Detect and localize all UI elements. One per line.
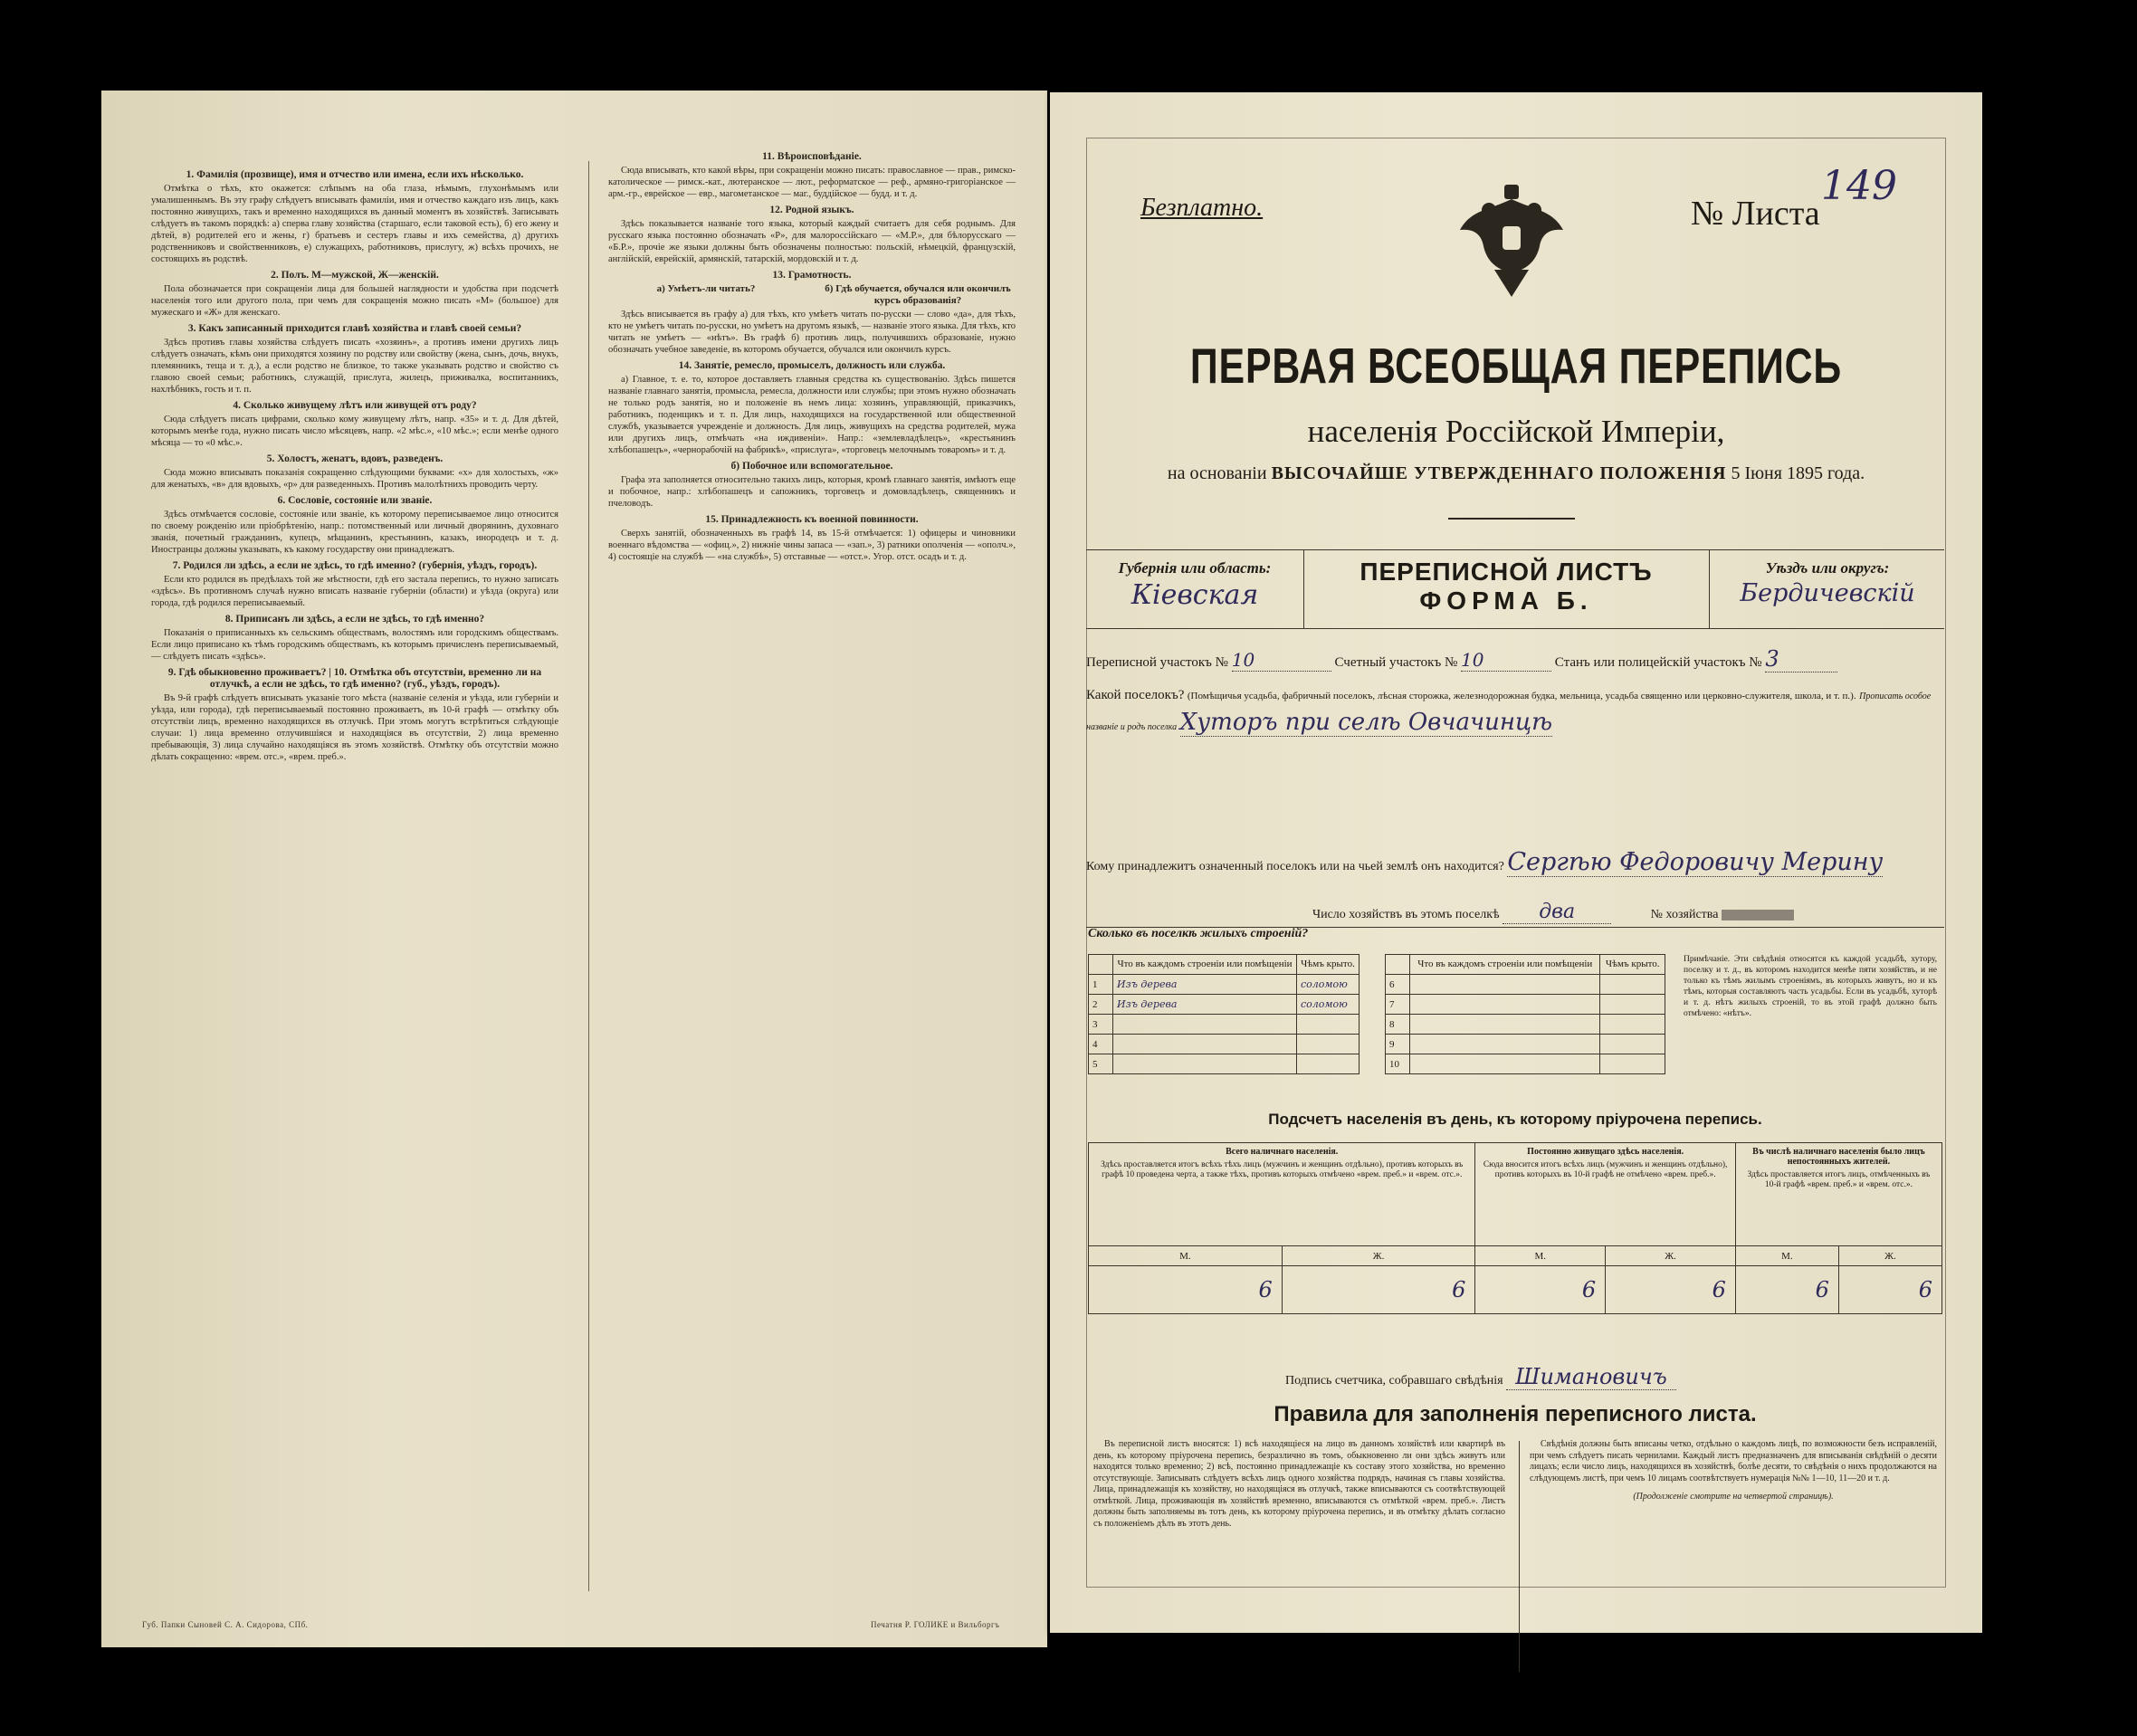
buildings-row-material <box>1410 1015 1600 1035</box>
count-sex-label: Ж. <box>1838 1246 1941 1266</box>
buildings-row <box>1386 1054 1665 1074</box>
instruction-subheads <box>608 283 1016 307</box>
count-sex-label: Ж. <box>1606 1246 1736 1266</box>
rules-divider <box>1519 1441 1520 1672</box>
buildings-row-roof <box>1600 995 1665 1015</box>
buildings-head-roof-2: Чѣмъ крыто. <box>1600 955 1665 975</box>
buildings-row-roof <box>1600 1015 1665 1035</box>
buildings-row-material: Изъ дерева <box>1113 975 1297 995</box>
rules-column-2 <box>1530 1439 1937 1674</box>
guberniya-value: Кіевская <box>1131 579 1259 611</box>
buildings-row-number: 8 <box>1386 1015 1410 1035</box>
sheet-number-value: 149 <box>1821 163 1897 209</box>
count-title: Подсчетъ населенія въ день, къ которому пріурочена перепись. <box>1268 1111 1762 1128</box>
sheet-form-label: ФОРМА Б. <box>1419 587 1593 615</box>
buildings-row-number: 4 <box>1089 1035 1113 1054</box>
instruction-heading: 5. Холостъ, женатъ, вдовъ, разведенъ. <box>266 453 444 464</box>
rules-text-2: Свѣдѣнія должны быть вписаны четко, отдѣльно о каждомъ лицѣ, по возможности безъ исправленій, при чемъ слѣдуетъ писать чернилами. Каждый листъ предназначенъ для вписыванія свѣдѣній о десяти лицахъ; если число лицъ, находящихся въ хозяйствѣ, болѣе десяти, то свѣдѣнія о нихъ продолжаются на слѣдующемъ листѣ, при чемъ 10 лицамъ соотвѣтствуетъ нумерація №№ 1—10, 11—20 и т. д. <box>1530 1439 1937 1483</box>
rules-title: Правила для заполненія переписного листа. <box>1274 1402 1757 1426</box>
instruction-text: Здѣсь показывается названіе того языка, который каждый считаетъ для себя роднымъ. Для русскаго языка постоянно обозначать «Р», для малороссійскаго — «М.Р.», для бѣлорусскаго — «Б.Р.», прочіе же языки должны быть обозначены полностью: польскій, нѣмецкій, французскій, англійскій, еврейскій, армянскій, татарскій, мордовскій и т. д. <box>608 219 1016 264</box>
buildings-row-material <box>1410 975 1600 995</box>
guberniya-label: Губернія или область: <box>1118 559 1272 577</box>
buildings-row-number: 1 <box>1089 975 1113 995</box>
instruction-heading: 6. Сословіе, состояніе или званіе. <box>277 495 433 506</box>
schetny-label: Счетный участокъ № <box>1334 655 1458 670</box>
buildings-row-material <box>1410 995 1600 1015</box>
buildings-row-roof: соломою <box>1297 975 1359 995</box>
uchastok-label: Переписной участокъ № <box>1086 655 1228 670</box>
count-column-header <box>1475 1143 1735 1246</box>
district-line <box>1086 646 1944 672</box>
buildings-row <box>1089 975 1359 995</box>
instruction-text: Здѣсь вписывается въ графу а) для тѣхъ, кто умѣетъ читать по-русски — слово «да», для тѣхъ, кто не умѣетъ читать по-русски, но умѣетъ на другомъ языкѣ, — названіе этого языка. Для тѣхъ, кто читать не умѣетъ — «нѣтъ». Въ графѣ б) противъ лицъ, получившихъ образованіе, нужно обозначать учебное заведеніе, въ которомъ обучается, обучался или окончилъ курсъ. <box>608 310 1016 355</box>
buildings-row <box>1386 1015 1665 1035</box>
buildings-row-material <box>1113 1054 1297 1074</box>
instruction-text: Сверхъ занятій, обозначенныхъ въ графѣ 14, въ 15-й отмѣчается: 1) офицеры и чиновники военнаго вѣдомства — «офиц.», 2) нижніе чины запаса — «зап.», 3) ратники ополченія — «ополч.», 4) состоящіе на службѣ — «на службѣ», 5) отставные — «отст.». Угор. отст. осадъ и т. д. <box>608 529 1016 562</box>
instruction-heading: 1. Фамилія (прозвище), имя и отчество или имена, если ихъ нѣсколько. <box>186 169 524 180</box>
column-divider <box>588 161 589 1591</box>
printer-imprint-right: Печатня Р. ГОЛИКЕ и Вильборгъ <box>871 1620 1000 1629</box>
buildings-row <box>1089 1015 1359 1035</box>
instruction-heading: 15. Принадлежность къ военной повинности. <box>705 514 919 525</box>
buildings-row-roof <box>1600 1035 1665 1054</box>
free-label: Безплатно. <box>1140 194 1264 222</box>
count-column-header <box>1089 1143 1475 1246</box>
legal-basis-caps: ВЫСОЧАЙШЕ УТВЕРЖДЕННАГО ПОЛОЖЕНІЯ <box>1271 463 1727 483</box>
buildings-row-material <box>1410 1035 1600 1054</box>
instruction-text: а) Главное, т. е. то, которое доставляетъ главныя средства къ существованію. Здѣсь пишется названіе главнаго занятія, промысла, ремесла, должности или службы; при этомъ нужно обозначать не только родъ занятія, но и положеніе въ немъ лица: хозяинъ, управляющій, приказчикъ, работникъ, поденщикъ и т. п. Для лицъ, находящихся на государственной или общественной службѣ, указывается учрежденіе и должность. Для лицъ, живущихъ на средства родителей, мужа или другихъ лицъ, отмѣчать «на иждивеніи». Напр.: «землевладѣлецъ», «крестьянинъ хлѣбопашецъ», «чернорабочій на фабрикѣ», «прислуга», «торговецъ мелочнымъ товаромъ» и т. д. <box>608 375 1016 455</box>
title-rule <box>1448 518 1575 520</box>
count-sex-label: М. <box>1475 1246 1606 1266</box>
buildings-note: Примѣчаніе. Эти свѣдѣнія относятся къ каждой усадьбѣ, хутору, поселку и т. д., въ которомъ находится менѣе пяти хозяйствъ, и не только къ тѣмъ жилымъ строеніямъ, въ которыхъ живутъ, но и къ тѣмъ, которыя составляютъ часть усадьбы. Если въ усадьбѣ, хуторѣ и т. д. нѣтъ жилыхъ строеній, то въ этой графѣ должно быть отмѣчено: «нѣтъ». <box>1684 955 1937 1018</box>
buildings-row-material: Изъ дерева <box>1113 995 1297 1015</box>
count-column-title: Въ числѣ наличнаго населенія было лицъ непостоянныхъ жителей. <box>1752 1147 1925 1167</box>
instruction-text: Здѣсь отмѣчается сословіе, состояніе или званіе, къ которому переписываемое лицо относится по своему рожденію или пріобрѣтенію, напр.: потомственный или личный дворянинъ, духовнаго званія, почетный гражданинъ, купецъ, мѣщанинъ, крестьянинъ, казакъ, инородецъ и т. д. Иностранцы должны указывать, къ какому государству они принадлежатъ. <box>151 510 558 555</box>
buildings-row-roof <box>1600 975 1665 995</box>
buildings-row-number: 10 <box>1386 1054 1410 1074</box>
buildings-row-number: 3 <box>1089 1015 1113 1035</box>
count-sex-label: Ж. <box>1282 1246 1475 1266</box>
buildings-row-roof: соломою <box>1297 995 1359 1015</box>
owner-value: Сергѣю Федоровичу Мерину <box>1507 848 1884 876</box>
buildings-row <box>1386 1035 1665 1054</box>
legal-basis-prefix: на основаніи <box>1167 463 1267 483</box>
signature-label: Подпись счетчика, собравшаго свѣдѣнія <box>1285 1374 1503 1388</box>
count-column-desc: Здѣсь проставляется итогъ лицъ, отмѣченныхъ въ 10-й графѣ «врем. преб.» и «врем. отс.». <box>1747 1170 1931 1189</box>
instruction-heading: 3. Какъ записанный приходится главѣ хозяйства и главѣ своей семьи? <box>187 323 522 334</box>
uezd-label: Уѣздъ или округъ: <box>1765 559 1890 577</box>
buildings-row <box>1386 975 1665 995</box>
buildings-row-material <box>1410 1054 1600 1074</box>
count-value: 6 <box>1475 1266 1606 1314</box>
count-sex-label: М. <box>1089 1246 1283 1266</box>
instruction-text: Показанія о приписанныхъ къ сельскимъ обществамъ, волостямъ или городскимъ обществамъ. Если лицо приписано къ тѣмъ городскимъ обществамъ, къ которымъ причисленъ переписываемый, — слѣдуетъ писать «здѣсь». <box>151 628 558 662</box>
instruction-heading: 4. Сколько живущему лѣтъ или живущей отъ роду? <box>233 400 477 411</box>
buildings-row-material <box>1113 1015 1297 1035</box>
population-count-table <box>1088 1142 1942 1314</box>
settlement-value: Хуторъ при селѣ Овчачинцѣ <box>1179 709 1553 736</box>
settlement-block <box>1086 682 1944 740</box>
count-value: 6 <box>1838 1266 1941 1314</box>
buildings-head-what: Что въ каждомъ строеніи или помѣщеніи <box>1113 955 1297 975</box>
count-value: 6 <box>1089 1266 1283 1314</box>
signature-value: Шимановичъ <box>1506 1364 1676 1390</box>
guberniya-box <box>1086 550 1304 628</box>
sheet-title-box <box>1303 550 1709 628</box>
count-column-header <box>1735 1143 1941 1246</box>
instruction-heading: 11. Вѣроисповѣданіе. <box>762 151 862 162</box>
household-number-label: № хозяйства <box>1650 908 1719 921</box>
buildings-table-2 <box>1385 954 1665 1074</box>
instruction-heading: 12. Родной языкъ. <box>769 205 854 215</box>
stan-label: Станъ или полицейскій участокъ № <box>1554 655 1762 670</box>
instruction-subhead: б) Гдѣ обучается, обучался или окончилъ курсъ образованія? <box>825 283 1011 306</box>
buildings-row-number: 9 <box>1386 1035 1410 1054</box>
rules-continued: (Продолженіе смотрите на четвертой страницѣ). <box>1633 1492 1834 1502</box>
households-line <box>1312 901 1946 924</box>
header-row <box>1086 549 1944 629</box>
instruction-text: Сюда вписывать, кто какой вѣры, при сокращеніи можно писать: православное — прав., римско-католическое — римск.-кат., лютеранское — лют., реформатское — реф., армяно-григоріанское — арм.-гр., еврейское — евр., магометанское — маг., буддійское — будд. и т. д. <box>608 166 1016 199</box>
buildings-row-roof <box>1297 1054 1359 1074</box>
buildings-table-1 <box>1088 954 1359 1074</box>
instruction-heading: 9. Гдѣ обыкновенно проживаетъ? | 10. Отмѣтка объ отсутствіи, временно ли на отлучкѣ, а если не здѣсь, то гдѣ именно? (губ., уѣздъ, городъ). <box>167 667 542 690</box>
buildings-row-number: 7 <box>1386 995 1410 1015</box>
count-column-desc: Здѣсь проставляется итогъ всѣхъ тѣхъ лицъ (мужчинъ и женщинъ отдѣльно), противъ которыхъ въ графѣ 10 проведена черта, а также тѣхъ, противъ которыхъ отмѣчено «врем. преб.» и «врем. отс.». <box>1101 1160 1464 1179</box>
instruction-heading: б) Побочное или вспомогательное. <box>730 461 893 472</box>
count-column-title: Постоянно живущаго здѣсь населенія. <box>1527 1147 1684 1157</box>
households-value: два <box>1503 901 1611 924</box>
stan-value: 3 <box>1765 646 1837 672</box>
instruction-heading: 13. Грамотность. <box>772 270 852 281</box>
uezd-value: Бердичевскій <box>1740 579 1915 607</box>
rules-column-1 <box>1093 1439 1505 1674</box>
left-page-instructions <box>101 91 1047 1647</box>
uezd-box <box>1709 550 1945 628</box>
instruction-heading: 8. Приписанъ ли здѣсь, а если не здѣсь, то гдѣ именно? <box>224 614 485 625</box>
right-page-census-form <box>1050 92 1982 1633</box>
instructions-column-2 <box>608 147 1016 1604</box>
instruction-heading: 14. Занятіе, ремесло, промыселъ, должность или служба. <box>678 360 946 371</box>
settlement-note: (Помѣщичья усадьба, фабричный поселокъ, лѣсная сторожка, железнодорожная будка, мельница, усадьба священно или церковно-служителя, школа, и т. п.). <box>1187 691 1856 701</box>
instruction-text: Здѣсь противъ главы хозяйства слѣдуетъ писать «хозяинъ», а противъ имени другихъ лицъ слѣдуетъ означать, кѣмъ они приходятся хозяину по родству или свойству (жена, сынъ, дочь, внукъ, племянникъ, теща и т. д.), а если родство не близкое, то также указывать родство и свойство съ главою своей семьи; работникъ, служащій, прислуга, жилецъ, приживалка, воспитанникъ, нахлѣбникъ, гость и т. п. <box>151 338 558 395</box>
double-headed-eagle-emblem <box>1453 183 1570 300</box>
instruction-text: Если кто родился въ предѣлахъ той же мѣстности, гдѣ его застала перепись, то нужно записать «здѣсь». Въ противномъ случаѣ нужно вписать названіе губерніи (области) и уѣзда (округа) или города, гдѣ родился переписываемый. <box>151 575 558 608</box>
buildings-row <box>1089 1035 1359 1054</box>
settlement-note-2: Прописать особое названіе и родъ поселка <box>1086 692 1932 732</box>
instruction-text: Сюда можно вписывать показанія сокращенно слѣдующими буквами: «х» для холостыхъ, «ж» для женатыхъ, «в» для вдовыхъ, «р» для разведенныхъ. Противъ малолѣтнихъ проводить черту. <box>151 468 558 490</box>
subtitle: населенія Россійской Имперіи, <box>1307 414 1725 449</box>
count-column-desc: Сюда вносится итогъ всѣхъ лицъ (мужчинъ и женщинъ отдѣльно), противъ которыхъ въ 10-й графѣ не отмѣчено «врем. преб.». <box>1483 1160 1728 1179</box>
instruction-heading: 7. Родился ли здѣсь, а если не здѣсь, то гдѣ именно? (губернія, уѣздъ, городъ). <box>172 560 538 571</box>
instruction-text: Отмѣтка о тѣхъ, кто окажется: слѣпымъ на оба глаза, нѣмымъ, глухонѣмымъ или умалишеннымъ. Въ эту графу слѣдуетъ вписывать фамиліи, имя и отчество каждаго изъ лицъ, какъ постоянно живущихъ, такъ и временно находящихся въ данный моментъ въ хозяйствѣ. Записывать слѣдуетъ въ такомъ порядкѣ: а) сперва главу хозяйства (старшаго, если таковой есть), б) его жену и дѣтей, в) родителей его и жены, г) братьевъ и сестеръ главы и ихъ семейства, д) другихъ родственниковъ и свойственниковъ, е) служащихъ, работниковъ, прислугу, ж) всѣхъ прочихъ, не состоящихъ въ родствѣ. <box>151 184 558 264</box>
buildings-row-material <box>1113 1035 1297 1054</box>
owner-block <box>1086 849 1944 881</box>
count-sex-label: М. <box>1735 1246 1838 1266</box>
count-value: 6 <box>1282 1266 1475 1314</box>
buildings-head-roof: Чѣмъ крыто. <box>1297 955 1359 975</box>
buildings-label: Сколько въ поселкѣ жилыхъ строеній? <box>1088 927 1309 940</box>
legal-basis-date: 5 Іюня 1895 года. <box>1731 463 1865 483</box>
buildings-row-roof <box>1297 1015 1359 1035</box>
main-title: ПЕРВАЯ ВСЕОБЩАЯ ПЕРЕПИСЬ <box>1189 338 1843 394</box>
signature-line <box>1285 1364 1676 1389</box>
settlement-label: Какой поселокъ? <box>1086 688 1185 702</box>
buildings-row-number: 6 <box>1386 975 1410 995</box>
buildings-row <box>1386 995 1665 1015</box>
uchastok-value: 10 <box>1232 649 1331 672</box>
count-value: 6 <box>1735 1266 1838 1314</box>
count-value: 6 <box>1606 1266 1736 1314</box>
buildings-row-number: 5 <box>1089 1054 1113 1074</box>
schetny-value: 10 <box>1461 649 1551 672</box>
buildings-row <box>1089 995 1359 1015</box>
count-column-title: Всего наличнаго населенія. <box>1226 1147 1339 1157</box>
instruction-text: Графа эта заполняется относительно такихъ лицъ, которыя, кромѣ главнаго занятія, имѣютъ еще и побочное, напр.: хлѣбопашецъ и сапожникъ, торговецъ и домовладѣлецъ, священникъ и пчеловодъ. <box>608 475 1016 509</box>
instruction-heading: 2. Полъ. М—мужской, Ж—женскій. <box>271 270 439 281</box>
instruction-text: Въ 9-й графѣ слѣдуетъ вписывать указаніе того мѣста (названіе селенія и уѣзда, или губерніи и уѣзда, или города), гдѣ переписываемый постоянно проживаетъ, въ 10-й графѣ — отмѣтку объ отсутствіи лицъ, временно находящихся въ отлучкѣ. При этомъ могутъ встрѣтиться слѣдующіе случаи: 1) лица временно отлучившіяся и находящіяся въ отсутствіи, 2) лица временно пребывающія, 3) лица случайно находящіяся въ этомъ хозяйствѣ. Отмѣтку объ отсутствіи можно дѣлать сокращенно: «врем. отс.», «врем. преб.». <box>151 693 558 762</box>
rules-text-1: Въ переписной листъ вносятся: 1) всѣ находящіеся на лицо въ данномъ хозяйствѣ или квартирѣ въ день, къ которому пріурочена перепись, безразлично въ томъ, обыкновенно ли они здѣсь живутъ или находятся только временно; 2) всѣ, постоянно принадлежащіе къ составу этого хозяйства, но временно отсутствующіе. Записывать слѣдуетъ всѣхъ лицъ одного хозяйства подрядъ, начиная съ главы хозяйства. Лица, принадлежащія къ хозяйству, но находящіяся въ отлучкѣ, также вписываются съ соотвѣтствующей отмѣткой. Лица, проживающія въ хозяйствѣ временно, вписываются съ отмѣткой «врем. преб.». Листъ должны быть заполняемы въ тотъ день, къ которому пріурочена перепись, и въ отмѣтку дѣлать согласно съ положеніемъ дѣлъ въ этотъ день. <box>1093 1439 1505 1529</box>
instruction-text: Сюда слѣдуетъ писать цифрами, сколько кому живущему лѣтъ, напр. «35» и т. д. Для дѣтей, которымъ менѣе года, нужно писать число мѣсяцевъ, напр. «2 мѣс.», «10 мѣс.»; если менѣе одного мѣсяца — то «0 мѣс.». <box>151 415 558 448</box>
printer-imprint-left: Губ. Папки Сыновей С. А. Сидорова, СПб. <box>142 1620 309 1629</box>
buildings-row <box>1089 1054 1359 1074</box>
household-number-redaction <box>1722 910 1794 920</box>
sheet-number-label: № Листа <box>1691 195 1820 233</box>
sheet-title: ПЕРЕПИСНОЙ ЛИСТЪ <box>1359 558 1653 586</box>
buildings-row-number: 2 <box>1089 995 1113 1015</box>
instruction-text: Пола обозначается при сокращеніи лица для большей наглядности и удобства при подсчетѣ населенія того или другого пола, при чемъ для сокращенія можно писать «М» (большое) для мужескаго и «Ж» для женскаго. <box>151 284 558 318</box>
buildings-head-what-2: Что въ каждомъ строеніи или помѣщеніи <box>1410 955 1600 975</box>
buildings-row-roof <box>1600 1054 1665 1074</box>
households-label: Число хозяйствъ въ этомъ поселкѣ <box>1312 908 1500 921</box>
instructions-column-1 <box>151 165 558 1604</box>
legal-basis <box>1050 463 1982 484</box>
instruction-subhead: а) Умѣетъ-ли читать? <box>656 283 756 294</box>
owner-label: Кому принадлежитъ означенный поселокъ или на чьей землѣ онъ находится? <box>1086 860 1504 873</box>
buildings-row-roof <box>1297 1035 1359 1054</box>
